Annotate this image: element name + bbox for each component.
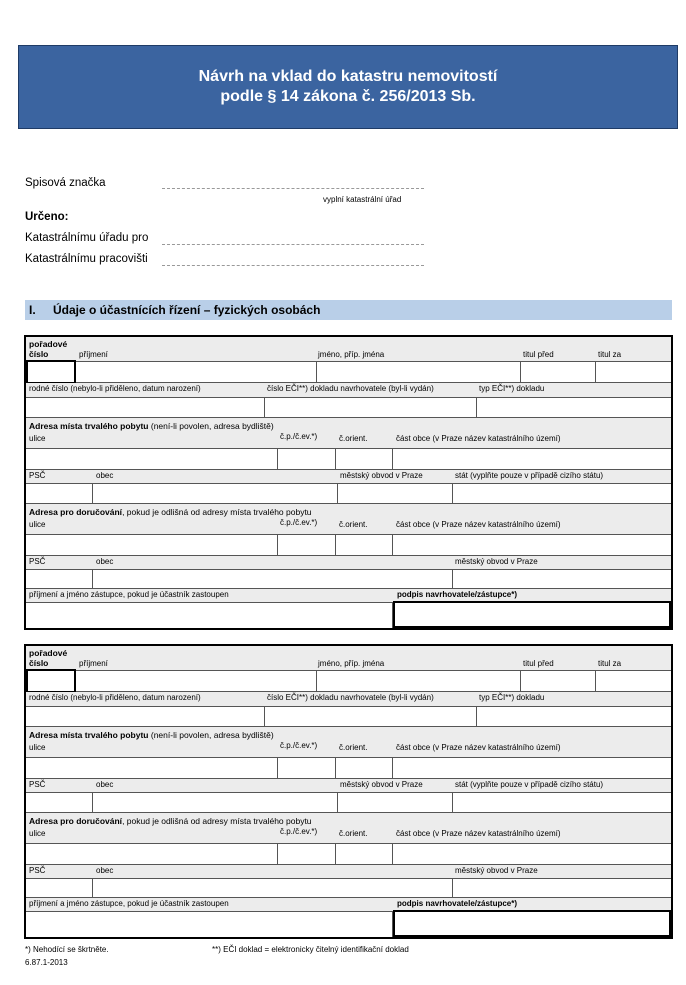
adresa-tp-heading: Adresa místa trvalého pobytu (není-li povolen, adresa bydliště) xyxy=(29,421,274,431)
mestsky-obvod-label: městský obvod v Praze xyxy=(340,780,423,789)
poradove-cislo-field[interactable] xyxy=(26,360,76,384)
poradove-label: pořadové xyxy=(29,648,68,658)
dor-mestsky-obvod-divider xyxy=(452,570,453,588)
corient-divider xyxy=(335,449,336,469)
dor-mestsky-obvod-label: městský obvod v Praze xyxy=(455,866,538,875)
name-labels-row xyxy=(26,337,671,361)
dor-cast-obce-label: část obce (v Praze název katastrálního území) xyxy=(396,520,561,529)
cp-label: č.p./č.ev.*) xyxy=(280,741,318,750)
cp-divider xyxy=(277,758,278,778)
podpis-label: podpis navrhovatele/zástupce*) xyxy=(397,590,518,599)
name-fields-row xyxy=(26,361,671,383)
titul-pred-label: titul před xyxy=(523,659,554,668)
dor-obec-label: obec xyxy=(96,557,114,566)
titul-pred-label: titul před xyxy=(523,350,554,359)
ulice-label: ulice xyxy=(29,434,46,443)
dor-street-fields-row xyxy=(26,843,671,865)
dor-psc-fields-row xyxy=(26,569,671,589)
pracoviste-label: Katastrálnímu pracovišti xyxy=(25,253,148,265)
typ-eci-divider xyxy=(476,707,477,726)
spisova-field[interactable] xyxy=(162,188,424,189)
titul-za-label: titul za xyxy=(598,659,622,668)
cast-obce-label: část obce (v Praze název katastrálního území) xyxy=(396,743,561,752)
section-title: Údaje o účastnících řízení – fyzických osobách xyxy=(53,303,321,317)
psc-fields-row xyxy=(26,483,671,504)
id-fields-row xyxy=(26,397,671,418)
street-fields-row xyxy=(26,757,671,779)
stat-divider xyxy=(452,484,453,503)
psc-fields-row xyxy=(26,792,671,813)
footnote-eci: **) EČI doklad = elektronicky čitelný identifikační doklad xyxy=(212,945,409,954)
form-code: 6.87.1-2013 xyxy=(25,958,68,967)
signature-field[interactable] xyxy=(393,601,671,628)
titul-za-divider xyxy=(595,671,596,691)
street-labels-row xyxy=(26,742,671,757)
cislo-eci-divider xyxy=(264,398,265,417)
form-header xyxy=(18,45,678,129)
id-fields-row xyxy=(26,706,671,727)
mestsky-obvod-divider xyxy=(337,484,338,503)
psc-labels-row xyxy=(26,470,671,483)
corient-divider xyxy=(335,758,336,778)
cislo-eci-label: číslo EČI**) dokladu navrhovatele (byl-li vydán) xyxy=(267,693,434,702)
form-title-line2: podle § 14 zákona č. 256/2013 Sb. xyxy=(220,88,476,105)
dor-ulice-label: ulice xyxy=(29,829,46,838)
jmeno-label: jméno, příp. jména xyxy=(318,659,385,668)
cp-label: č.p./č.ev.*) xyxy=(280,432,318,441)
name-labels-row xyxy=(26,646,671,670)
typ-eci-divider xyxy=(476,398,477,417)
dor-mestsky-obvod-label: městský obvod v Praze xyxy=(455,557,538,566)
rodne-cislo-label: rodné číslo (nebylo-li přiděleno, datum narození) xyxy=(29,693,201,702)
dor-psc-fields-row xyxy=(26,878,671,898)
urad-field[interactable] xyxy=(162,244,424,245)
adresa-tp-heading-row xyxy=(26,727,671,742)
adresa-tp-heading-row xyxy=(26,418,671,433)
poradove-cislo-field[interactable] xyxy=(26,669,76,693)
cislo-eci-label: číslo EČI**) dokladu navrhovatele (byl-li vydán) xyxy=(267,384,434,393)
zastupce-label: příjmení a jméno zástupce, pokud je účastník zastoupen xyxy=(29,590,229,599)
titul-pred-divider xyxy=(520,362,521,382)
titul-pred-divider xyxy=(520,671,521,691)
adresa-dor-heading-row xyxy=(26,813,671,828)
dor-street-fields-row xyxy=(26,534,671,556)
cast-obce-label: část obce (v Praze název katastrálního území) xyxy=(396,434,561,443)
dor-psc-label: PSČ xyxy=(29,866,46,875)
dor-street-labels-row xyxy=(26,519,671,534)
dor-ulice-label: ulice xyxy=(29,520,46,529)
obec-divider xyxy=(92,484,93,503)
dor-cp-label: č.p./č.ev.*) xyxy=(280,827,318,836)
zastupce-label: příjmení a jméno zástupce, pokud je účastník zastoupen xyxy=(29,899,229,908)
cast-obce-divider xyxy=(392,758,393,778)
cislo-label: číslo xyxy=(29,349,49,359)
obec-label: obec xyxy=(96,780,114,789)
cislo-eci-divider xyxy=(264,707,265,726)
prijmeni-label: příjmení xyxy=(79,659,108,668)
name-fields-row xyxy=(26,670,671,692)
urad-label: Katastrálnímu úřadu pro xyxy=(25,232,149,244)
dor-corient-divider xyxy=(335,844,336,864)
dor-cast-obce-divider xyxy=(392,844,393,864)
ulice-label: ulice xyxy=(29,743,46,752)
typ-eci-label: typ EČI**) dokladu xyxy=(479,693,545,702)
psc-labels-row xyxy=(26,779,671,792)
dor-street-labels-row xyxy=(26,828,671,843)
spisova-label: Spisová značka xyxy=(25,177,106,189)
dor-cp-divider xyxy=(277,844,278,864)
street-labels-row xyxy=(26,433,671,448)
titul-za-label: titul za xyxy=(598,350,622,359)
corient-label: č.orient. xyxy=(339,434,368,443)
street-fields-row xyxy=(26,448,671,470)
signature-field[interactable] xyxy=(393,910,671,937)
dor-psc-labels-row xyxy=(26,556,671,569)
dor-psc-labels-row xyxy=(26,865,671,878)
stat-label: stát (vyplňte pouze v případě cizího státu) xyxy=(455,780,604,789)
podpis-label: podpis navrhovatele/zástupce*) xyxy=(397,899,518,908)
section-number: I. xyxy=(29,303,36,317)
typ-eci-label: typ EČI**) dokladu xyxy=(479,384,545,393)
spisova-hint: vyplní katastrální úřad xyxy=(323,195,402,204)
participant-block-2 xyxy=(24,644,673,939)
prijmeni-label: příjmení xyxy=(79,350,108,359)
dor-obec-divider xyxy=(92,570,93,588)
section-header xyxy=(25,300,672,320)
jmeno-divider xyxy=(316,671,317,691)
form-title-line1: Návrh na vklad do katastru nemovitostí xyxy=(198,68,498,85)
corient-label: č.orient. xyxy=(339,743,368,752)
mestsky-obvod-divider xyxy=(337,793,338,812)
dor-psc-label: PSČ xyxy=(29,557,46,566)
poradove-label: pořadové xyxy=(29,339,68,349)
jmeno-label: jméno, příp. jména xyxy=(318,350,385,359)
cislo-label: číslo xyxy=(29,658,49,668)
adresa-dor-heading: Adresa pro doručování, pokud je odlišná od adresy místa trvalého pobytu xyxy=(29,816,312,826)
cp-divider xyxy=(277,449,278,469)
adresa-tp-heading: Adresa místa trvalého pobytu (není-li povolen, adresa bydliště) xyxy=(29,730,274,740)
stat-divider xyxy=(452,793,453,812)
dor-corient-label: č.orient. xyxy=(339,829,368,838)
participant-block-1 xyxy=(24,335,673,630)
psc-label: PSČ xyxy=(29,780,46,789)
rodne-cislo-label: rodné číslo (nebylo-li přiděleno, datum narození) xyxy=(29,384,201,393)
dor-corient-divider xyxy=(335,535,336,555)
footnote-strike: *) Nehodící se škrtněte. xyxy=(25,945,109,954)
obec-label: obec xyxy=(96,471,114,480)
dor-obec-divider xyxy=(92,879,93,897)
dor-cast-obce-divider xyxy=(392,535,393,555)
titul-za-divider xyxy=(595,362,596,382)
id-labels-row xyxy=(26,692,671,706)
pracoviste-field[interactable] xyxy=(162,265,424,266)
dor-cp-divider xyxy=(277,535,278,555)
jmeno-divider xyxy=(316,362,317,382)
dor-cast-obce-label: část obce (v Praze název katastrálního území) xyxy=(396,829,561,838)
obec-divider xyxy=(92,793,93,812)
adresa-dor-heading-row xyxy=(26,504,671,519)
id-labels-row xyxy=(26,383,671,397)
cast-obce-divider xyxy=(392,449,393,469)
dor-obec-label: obec xyxy=(96,866,114,875)
stat-label: stát (vyplňte pouze v případě cizího státu) xyxy=(455,471,604,480)
dor-cp-label: č.p./č.ev.*) xyxy=(280,518,318,527)
mestsky-obvod-label: městský obvod v Praze xyxy=(340,471,423,480)
urceno-label: Určeno: xyxy=(25,211,69,223)
adresa-dor-heading: Adresa pro doručování, pokud je odlišná od adresy místa trvalého pobytu xyxy=(29,507,312,517)
psc-label: PSČ xyxy=(29,471,46,480)
dor-corient-label: č.orient. xyxy=(339,520,368,529)
dor-mestsky-obvod-divider xyxy=(452,879,453,897)
